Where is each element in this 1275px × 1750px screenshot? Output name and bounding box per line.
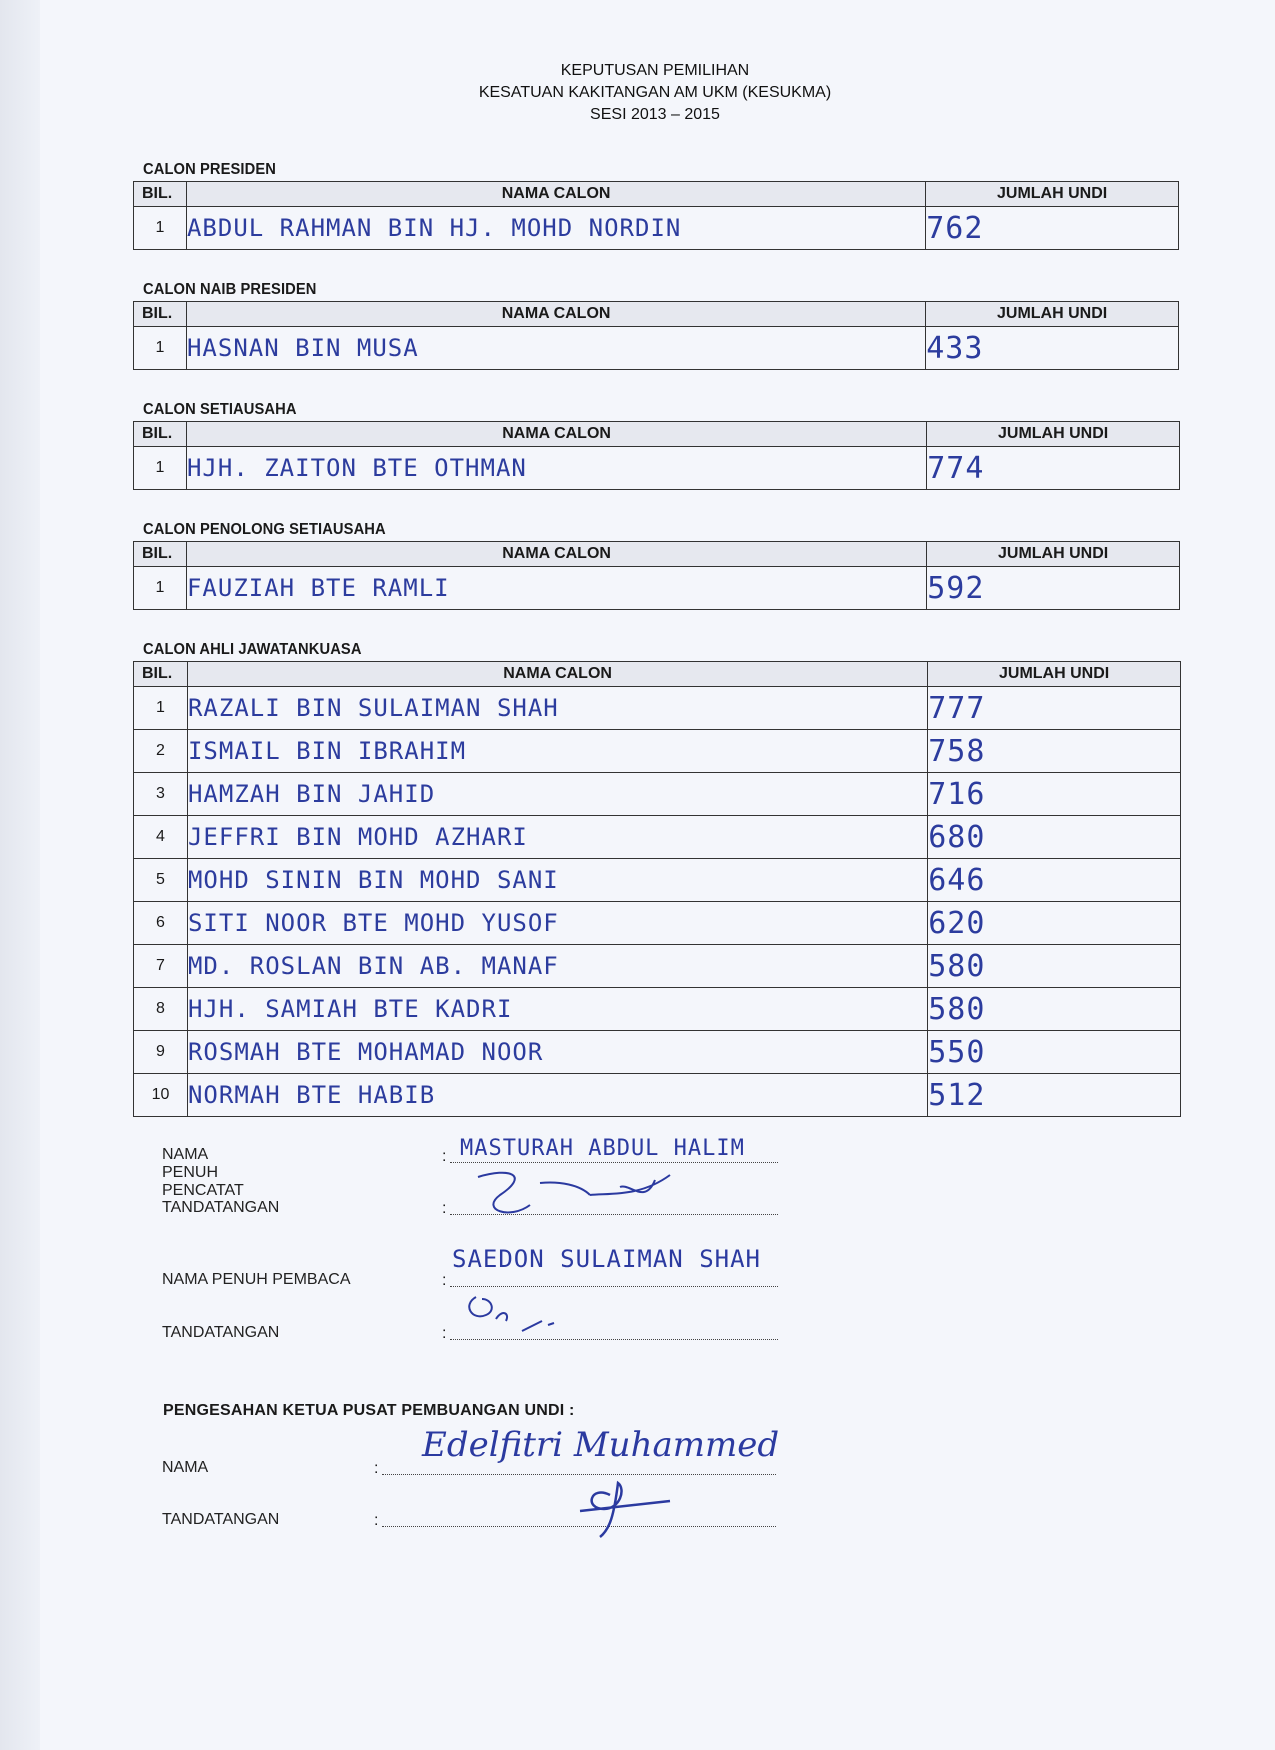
col-name: NAMA CALON bbox=[186, 302, 925, 327]
row-bil: 10 bbox=[134, 1074, 188, 1117]
row-bil: 7 bbox=[134, 945, 188, 988]
colon: : bbox=[442, 1325, 447, 1342]
table-row bbox=[134, 447, 1180, 490]
table-ahli-jawatankuasa bbox=[133, 661, 1181, 1117]
candidate-name: NORMAH BTE HABIB bbox=[187, 1074, 927, 1117]
table-header bbox=[134, 182, 1179, 207]
col-name: NAMA CALON bbox=[186, 182, 925, 207]
candidate-name: HASNAN BIN MUSA bbox=[186, 327, 925, 370]
table-header bbox=[134, 302, 1179, 327]
vote-count: 762 bbox=[926, 207, 1179, 250]
candidate-name: HJH. SAMIAH BTE KADRI bbox=[187, 988, 927, 1031]
candidate-name: HAMZAH BIN JAHID bbox=[187, 773, 927, 816]
col-votes: JUMLAH UNDI bbox=[926, 182, 1179, 207]
col-bil: BIL. bbox=[134, 302, 187, 327]
tandatangan-label-2: TANDATANGAN bbox=[162, 1324, 280, 1341]
candidate-name: MD. ROSLAN BIN AB. MANAF bbox=[187, 945, 927, 988]
section-title-penolong-setiausaha: CALON PENOLONG SETIAUSAHA bbox=[143, 521, 386, 538]
candidate-name: MOHD SININ BIN MOHD SANI bbox=[187, 859, 927, 902]
col-votes: JUMLAH UNDI bbox=[926, 302, 1179, 327]
col-name: NAMA CALON bbox=[186, 422, 926, 447]
vote-count: 680 bbox=[928, 816, 1181, 859]
section-title-ahli-jawatankuasa: CALON AHLI JAWATANKUASA bbox=[143, 641, 362, 658]
pencatat-name-handwritten: MASTURAH ABDUL HALIM bbox=[460, 1136, 745, 1161]
row-bil: 9 bbox=[134, 1031, 188, 1074]
vote-count: 620 bbox=[928, 902, 1181, 945]
pembaca-label: NAMA PENUH PEMBACA bbox=[162, 1271, 351, 1288]
colon: : bbox=[442, 1272, 447, 1289]
row-bil: 1 bbox=[134, 447, 187, 490]
ketua-signature bbox=[570, 1465, 690, 1540]
col-name: NAMA CALON bbox=[186, 542, 926, 567]
col-bil: BIL. bbox=[134, 662, 188, 687]
colon: : bbox=[442, 1148, 447, 1165]
table-row bbox=[134, 327, 1179, 370]
table-header bbox=[134, 542, 1180, 567]
col-votes: JUMLAH UNDI bbox=[928, 662, 1181, 687]
table-row bbox=[134, 988, 1181, 1031]
candidate-name: HJH. ZAITON BTE OTHMAN bbox=[186, 447, 926, 490]
table-row bbox=[134, 687, 1181, 730]
col-name: NAMA CALON bbox=[187, 662, 927, 687]
tandatangan-label-3: TANDATANGAN bbox=[162, 1511, 280, 1528]
section-title-naib-presiden: CALON NAIB PRESIDEN bbox=[143, 281, 317, 298]
vote-count: 433 bbox=[926, 327, 1179, 370]
table-header bbox=[134, 662, 1181, 687]
colon: : bbox=[374, 1512, 379, 1529]
candidate-name: ROSMAH BTE MOHAMAD NOOR bbox=[187, 1031, 927, 1074]
scan-edge bbox=[0, 0, 40, 1750]
vote-count: 758 bbox=[928, 730, 1181, 773]
col-bil: BIL. bbox=[134, 182, 187, 207]
ketua-name-handwritten: Edelfitri Muhammed bbox=[422, 1425, 780, 1465]
row-bil: 2 bbox=[134, 730, 188, 773]
row-bil: 8 bbox=[134, 988, 188, 1031]
table-header bbox=[134, 422, 1180, 447]
document-title bbox=[0, 60, 1275, 126]
table-row bbox=[134, 945, 1181, 988]
table-row bbox=[134, 902, 1181, 945]
table-penolong-setiausaha bbox=[133, 541, 1180, 610]
table-row bbox=[134, 730, 1181, 773]
col-votes: JUMLAH UNDI bbox=[927, 542, 1180, 567]
table-row bbox=[134, 207, 1179, 250]
vote-count: 777 bbox=[928, 687, 1181, 730]
pembaca-name-handwritten: SAEDON SULAIMAN SHAH bbox=[452, 1245, 761, 1273]
row-bil: 4 bbox=[134, 816, 188, 859]
candidate-name: ISMAIL BIN IBRAHIM bbox=[187, 730, 927, 773]
row-bil: 1 bbox=[134, 207, 187, 250]
table-row bbox=[134, 567, 1180, 610]
vote-count: 512 bbox=[928, 1074, 1181, 1117]
colon: : bbox=[374, 1460, 379, 1477]
table-setiausaha bbox=[133, 421, 1180, 490]
colon: : bbox=[442, 1200, 447, 1217]
candidate-name: FAUZIAH BTE RAMLI bbox=[186, 567, 926, 610]
candidate-name: SITI NOOR BTE MOHD YUSOF bbox=[187, 902, 927, 945]
vote-count: 580 bbox=[928, 945, 1181, 988]
table-row bbox=[134, 1031, 1181, 1074]
dotted-line bbox=[450, 1162, 778, 1163]
title-line-3: SESI 2013 – 2015 bbox=[590, 106, 720, 123]
candidate-name: RAZALI BIN SULAIMAN SHAH bbox=[187, 687, 927, 730]
section-title-presiden: CALON PRESIDEN bbox=[143, 161, 276, 178]
vote-count: 774 bbox=[927, 447, 1180, 490]
vote-count: 592 bbox=[927, 567, 1180, 610]
table-naib-presiden bbox=[133, 301, 1179, 370]
row-bil: 1 bbox=[134, 327, 187, 370]
vote-count: 716 bbox=[928, 773, 1181, 816]
row-bil: 5 bbox=[134, 859, 188, 902]
table-row bbox=[134, 859, 1181, 902]
candidate-name: JEFFRI BIN MOHD AZHARI bbox=[187, 816, 927, 859]
candidate-name: ABDUL RAHMAN BIN HJ. MOHD NORDIN bbox=[186, 207, 925, 250]
table-row bbox=[134, 773, 1181, 816]
title-line-2: KESATUAN KAKITANGAN AM UKM (KESUKMA) bbox=[478, 84, 832, 101]
pencatat-signature bbox=[470, 1165, 690, 1225]
section-title-setiausaha: CALON SETIAUSAHA bbox=[143, 401, 297, 418]
vote-count: 580 bbox=[928, 988, 1181, 1031]
table-row bbox=[134, 1074, 1181, 1117]
row-bil: 6 bbox=[134, 902, 188, 945]
row-bil: 1 bbox=[134, 687, 188, 730]
row-bil: 3 bbox=[134, 773, 188, 816]
pengesahan-heading: PENGESAHAN KETUA PUSAT PEMBUANGAN UNDI : bbox=[163, 1402, 575, 1419]
col-bil: BIL. bbox=[134, 542, 187, 567]
nama-label: NAMA bbox=[162, 1459, 209, 1476]
col-votes: JUMLAH UNDI bbox=[927, 422, 1180, 447]
col-bil: BIL. bbox=[134, 422, 187, 447]
pembaca-signature bbox=[462, 1285, 602, 1340]
table-row bbox=[134, 816, 1181, 859]
title-line-1: KEPUTUSAN PEMILIHAN bbox=[560, 62, 750, 79]
table-presiden bbox=[133, 181, 1179, 250]
row-bil: 1 bbox=[134, 567, 187, 610]
pencatat-label: NAMA PENUH PENCATAT bbox=[162, 1146, 244, 1199]
vote-count: 646 bbox=[928, 859, 1181, 902]
vote-count: 550 bbox=[928, 1031, 1181, 1074]
tandatangan-label-1: TANDATANGAN bbox=[162, 1199, 280, 1216]
